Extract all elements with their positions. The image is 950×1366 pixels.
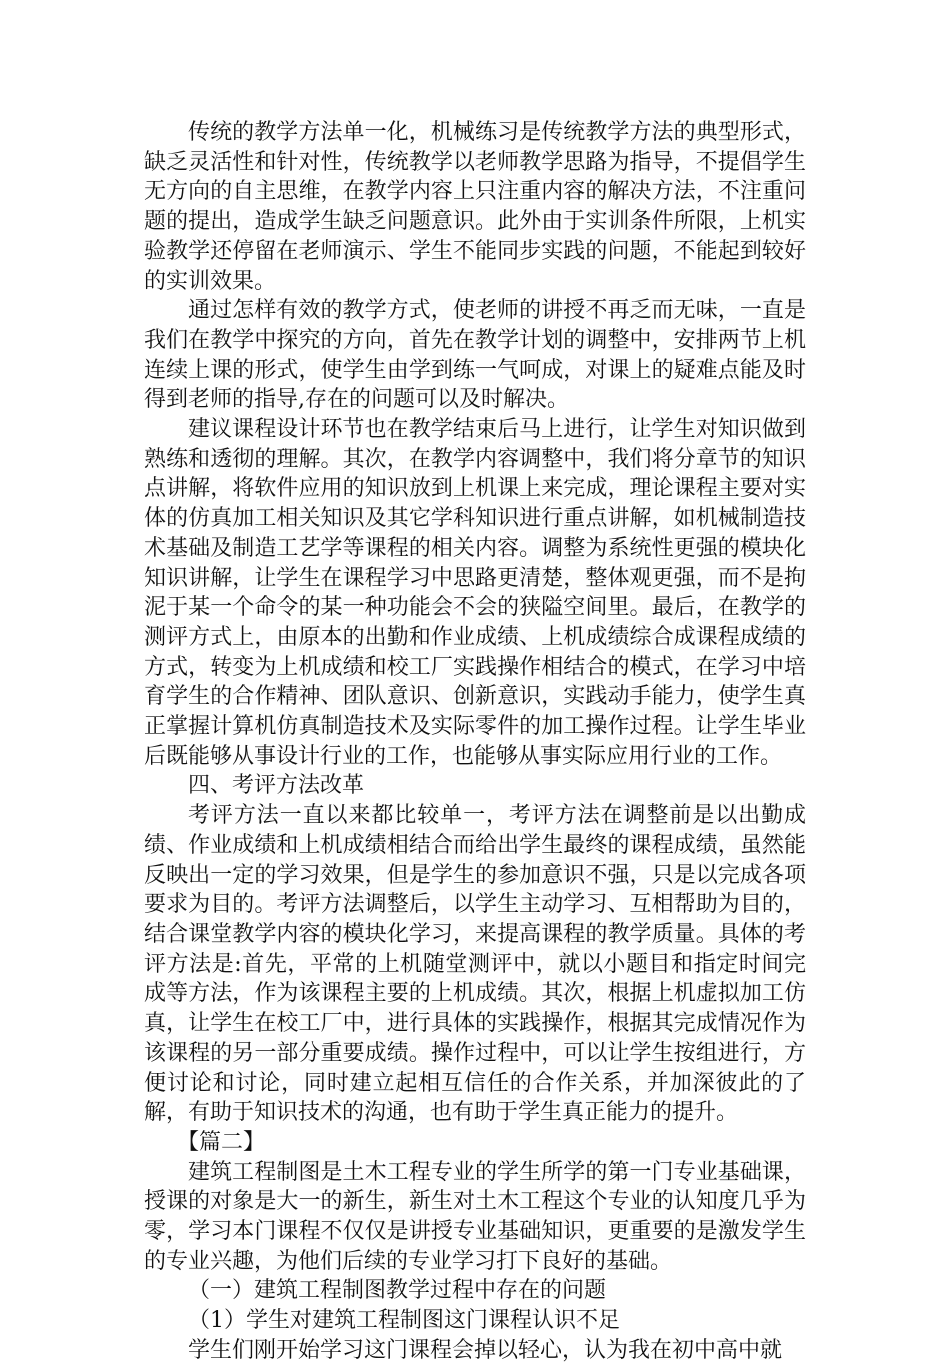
- paragraph-effective-teaching: 通过怎样有效的教学方式，使老师的讲授不再乏而无味，一直是我们在教学中探究的方向，首先在教学计划的调整中，安排两节上机连续上课的形式，使学生由学到练一气呵成，对课上的疑难点能及时得到老师的指导,存在的问题可以及时解决。: [144, 298, 806, 413]
- paragraph-architectural-drawing: 建筑工程制图是土木工程专业的学生所学的第一门专业基础课，授课的对象是大一的新生，新生对土木工程这个专业的认知度几乎为零，学习本门课程不仅仅是讲授专业基础知识，更重要的是激发学生的专业兴趣，为他们后续的专业学习打下良好的基础。: [144, 1159, 806, 1274]
- paragraph-student-attitude: 学生们刚开始学习这门课程会掉以轻心，认为我在初中高中就: [188, 1337, 783, 1363]
- subheading-insufficient-understanding: （1）学生对建筑工程制图这门课程认识不足: [188, 1308, 620, 1334]
- document-page: [144, 118, 806, 1366]
- paragraph-assessment-reform: 考评方法一直以来都比较单一，考评方法在调整前是以出勤成绩、作业成绩和上机成绩相结合而给出学生最终的课程成绩，虽然能反映出一定的学习效果，但是学生的参加意识不强，只是以完成各项要求为目的。考评方法调整后，以学生主动学习、互相帮助为目的，结合课堂教学内容的模块化学习，来提高课程的教学质量。具体的考评方法是:首先，平常的上机随堂测评中，就以小题目和指定时间完成等方法，作为该课程主要的上机成绩。其次，根据上机虚拟加工仿真，让学生在校工厂中，进行具体的实践操作，根据其完成情况作为该课程的另一部分重要成绩。操作过程中，可以让学生按组进行，方便讨论和讨论，同时建立起相互信任的合作关系，并加深彼此的了解，有助于知识技术的沟通，也有助于学生真正能力的提升。: [144, 803, 806, 1126]
- subheading-teaching-problems: （一）建筑工程制图教学过程中存在的问题: [188, 1278, 607, 1304]
- paragraph-traditional-methods: 传统的教学方法单一化，机械练习是传统教学方法的典型形式，缺乏灵活性和针对性，传统教学以老师教学思路为指导，不提倡学生无方向的自主思维，在教学内容上只注重内容的解决方法，不注重问题的提出，造成学生缺乏问题意识。此外由于实训条件所限，上机实验教学还停留在老师演示、学生不能同步实践的问题，不能起到较好的实训效果。: [144, 120, 806, 294]
- paragraph-course-design: 建议课程设计环节也在教学结束后马上进行，让学生对知识做到熟练和透彻的理解。其次，在教学内容调整中，我们将分章节的知识点讲解，将软件应用的知识放到上机课上来完成，理论课程主要对实体的仿真加工相关知识及其它学科知识进行重点讲解，如机械制造技术基础及制造工艺学等课程的相关内容。调整为系统性更强的模块化知识讲解，让学生在课程学习中思路更清楚，整体观更强，而不是拘泥于某一个命令的某一种功能会不会的狭隘空间里。最后，在教学的测评方式上，由原本的出勤和作业成绩、上机成绩综合成课程成绩的方式，转变为上机成绩和校工厂实践操作相结合的模式，在学习中培育学生的合作精神、团队意识、创新意识，实践动手能力，使学生真正掌握计算机仿真制造技术及实际零件的加工操作过程。让学生毕业后既能够从事设计行业的工作，也能够从事实际应用行业的工作。: [144, 417, 806, 769]
- section-four-heading: 四、考评方法改革: [188, 773, 365, 799]
- part-two-label: 【篇二】: [177, 1129, 266, 1155]
